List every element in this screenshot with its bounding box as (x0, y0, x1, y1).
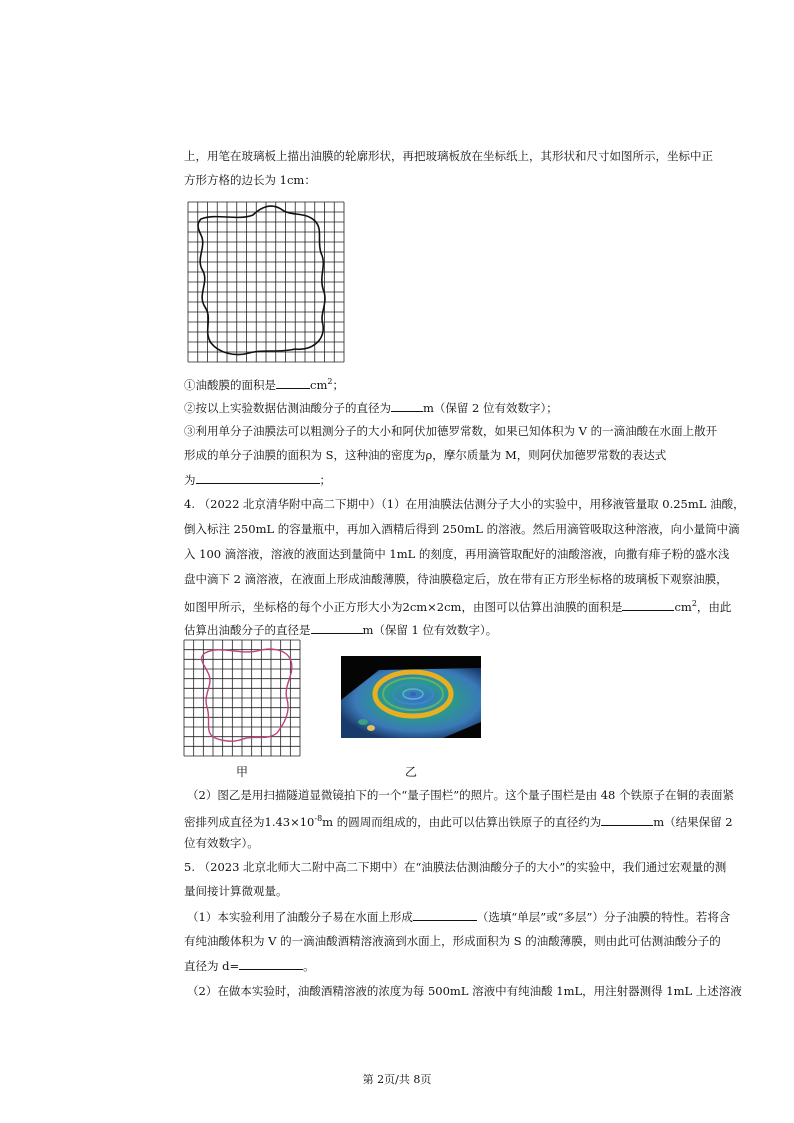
unit-exponent: 2 (691, 599, 697, 608)
intro-line-1: 上，用笔在玻璃板上描出油膜的轮廓形状，再把玻璃板放在坐标纸上，其形状和尺寸如图所示，坐标中正 (184, 149, 713, 163)
q5-part1-line-3 (184, 957, 315, 974)
figure-jia-grid (183, 639, 301, 757)
q4-line-4: 盘中滴下 2 滴溶液，在液面上形成油酸薄膜，待油膜稳定后，放在带有正方形坐标格的玻璃板下观察油膜， (184, 572, 728, 586)
q4-part2-line-3: 位有效数字）。 (184, 836, 259, 850)
q4-part2-diameter: 密排列成直径为1.43×10 (184, 814, 315, 829)
answer-blank-avogadro[interactable] (196, 471, 320, 484)
q4-line-5 (184, 596, 731, 615)
punct: 。 (303, 959, 315, 973)
q3-item-3-line-1: ③利用单分子油膜法可以粗测分子的大小和阿伏加德罗常数，如果已知体积为 V 的一滴油酸在水面上散开 (184, 424, 718, 438)
unit-cm: cm (310, 377, 328, 392)
q3-item-2 (184, 399, 558, 416)
q3-item-3-line-3 (184, 471, 331, 488)
answer-blank-d[interactable] (239, 957, 303, 970)
q4-line-3: 入 100 滴溶液，溶液的液面达到量筒中 1mL 的刻度，再用滴管取配好的油酸溶液，向撒有痱子粉的盛水浅 (184, 547, 730, 561)
intro-line-2: 方形方格的边长为 1cm： (184, 173, 316, 187)
q4-part2-line-2 (184, 811, 733, 830)
q5-line-2: 量间接计算微观量。 (184, 884, 288, 898)
q3-item-1 (184, 374, 344, 393)
q3-item-2-text: ②按以上实验数据估测油酸分子的直径为 (184, 401, 391, 415)
answer-blank-area[interactable] (276, 376, 310, 389)
q3-item-2-tail: m（保留 2 位有效数字）； (423, 401, 558, 415)
oil-film-grid-figure (187, 201, 345, 363)
q4-line-6 (184, 621, 497, 638)
q4-part2-text: m 的圆周而组成的，由此可以估算出铁原子的直径约为 (322, 814, 602, 829)
answer-blank-iron-atom[interactable] (601, 813, 653, 826)
punct: ； (332, 377, 344, 392)
q5-part1-line-1 (187, 908, 730, 925)
figure-yi-label: 乙 (405, 765, 418, 779)
q4-line-2: 倒入标注 250mL 的容量瓶中，再加入酒精后得到 250mL 的溶液。然后用滴管吸取这种溶液，向小量筒中滴 (184, 522, 740, 536)
q4-line-5-tail: ，由此 (696, 599, 732, 614)
q3-item-1-text: ①油酸膜的面积是 (184, 377, 276, 392)
punct: ； (319, 473, 331, 487)
q4-part2-tail: m（结果保留 2 (653, 814, 733, 829)
q4-line-1: 4. （2022 北京清华附中高二下期中）（1）在用油膜法估测分子大小的实验中，用移液管量取 0.25mL 油酸， (184, 497, 745, 511)
page-footer: 第 2页/共 8页 (362, 1073, 432, 1086)
answer-blank-film-area[interactable] (622, 598, 674, 611)
answer-blank-diameter[interactable] (391, 399, 423, 412)
figure-yi-quantum-corral (341, 656, 481, 738)
answer-blank-layer[interactable] (413, 908, 477, 921)
answer-blank-molecule-diameter[interactable] (311, 621, 363, 634)
q5-part2-line-1: （2）在做本实验时，油酸酒精溶液的浓度为每 500mL 溶液中有纯油酸 1mL，用注射器测得 1mL 上述溶液 (187, 984, 742, 998)
q4-line-6-tail: m（保留 1 位有效数字）。 (362, 623, 498, 637)
exponent: -8 (314, 814, 323, 823)
unit-exponent: 2 (327, 377, 333, 386)
q3-item-3-line-2: 形成的单分子油膜的面积为 S，这种油的密度为ρ，摩尔质量为 M，则阿伏加德罗常数的表达式 (184, 448, 667, 462)
q4-line-6-text: 估算出油酸分子的直径是 (184, 623, 311, 637)
q4-part2-line-1: （2）图乙是用扫描隧道显微镜拍下的一个“量子围栏”的照片。这个量子围栏是由 48 个铁原子在铜的表面紧 (187, 788, 735, 802)
unit-cm: cm (674, 599, 692, 614)
q5-part1-text: （1）本实验利用了油酸分子易在水面上形成 (187, 910, 413, 924)
figure-jia-label: 甲 (236, 765, 249, 779)
q5-part1-line-2: 有纯油酸体积为 V 的一滴油酸酒精溶液滴到水面上，形成面积为 S 的油酸薄膜，则由此可估测油酸分子的 (184, 934, 721, 948)
q3-item-3-pre: 为 (184, 473, 196, 487)
q5-part1-tail: （选填“单层”或“多层”）分子油膜的特性。若将含 (476, 910, 731, 924)
q5-part1-d: 直径为 d= (184, 959, 240, 973)
q4-line-5-text: 如图甲所示，坐标格的每个小正方形大小为2cm×2cm，由图可以估算出油膜的面积是 (184, 599, 623, 614)
q5-line-1: 5. （2023 北京北师大二附中高二下期中）在“油膜法估测油酸分子的大小”的实验中，我们通过宏观量的测 (184, 860, 727, 874)
